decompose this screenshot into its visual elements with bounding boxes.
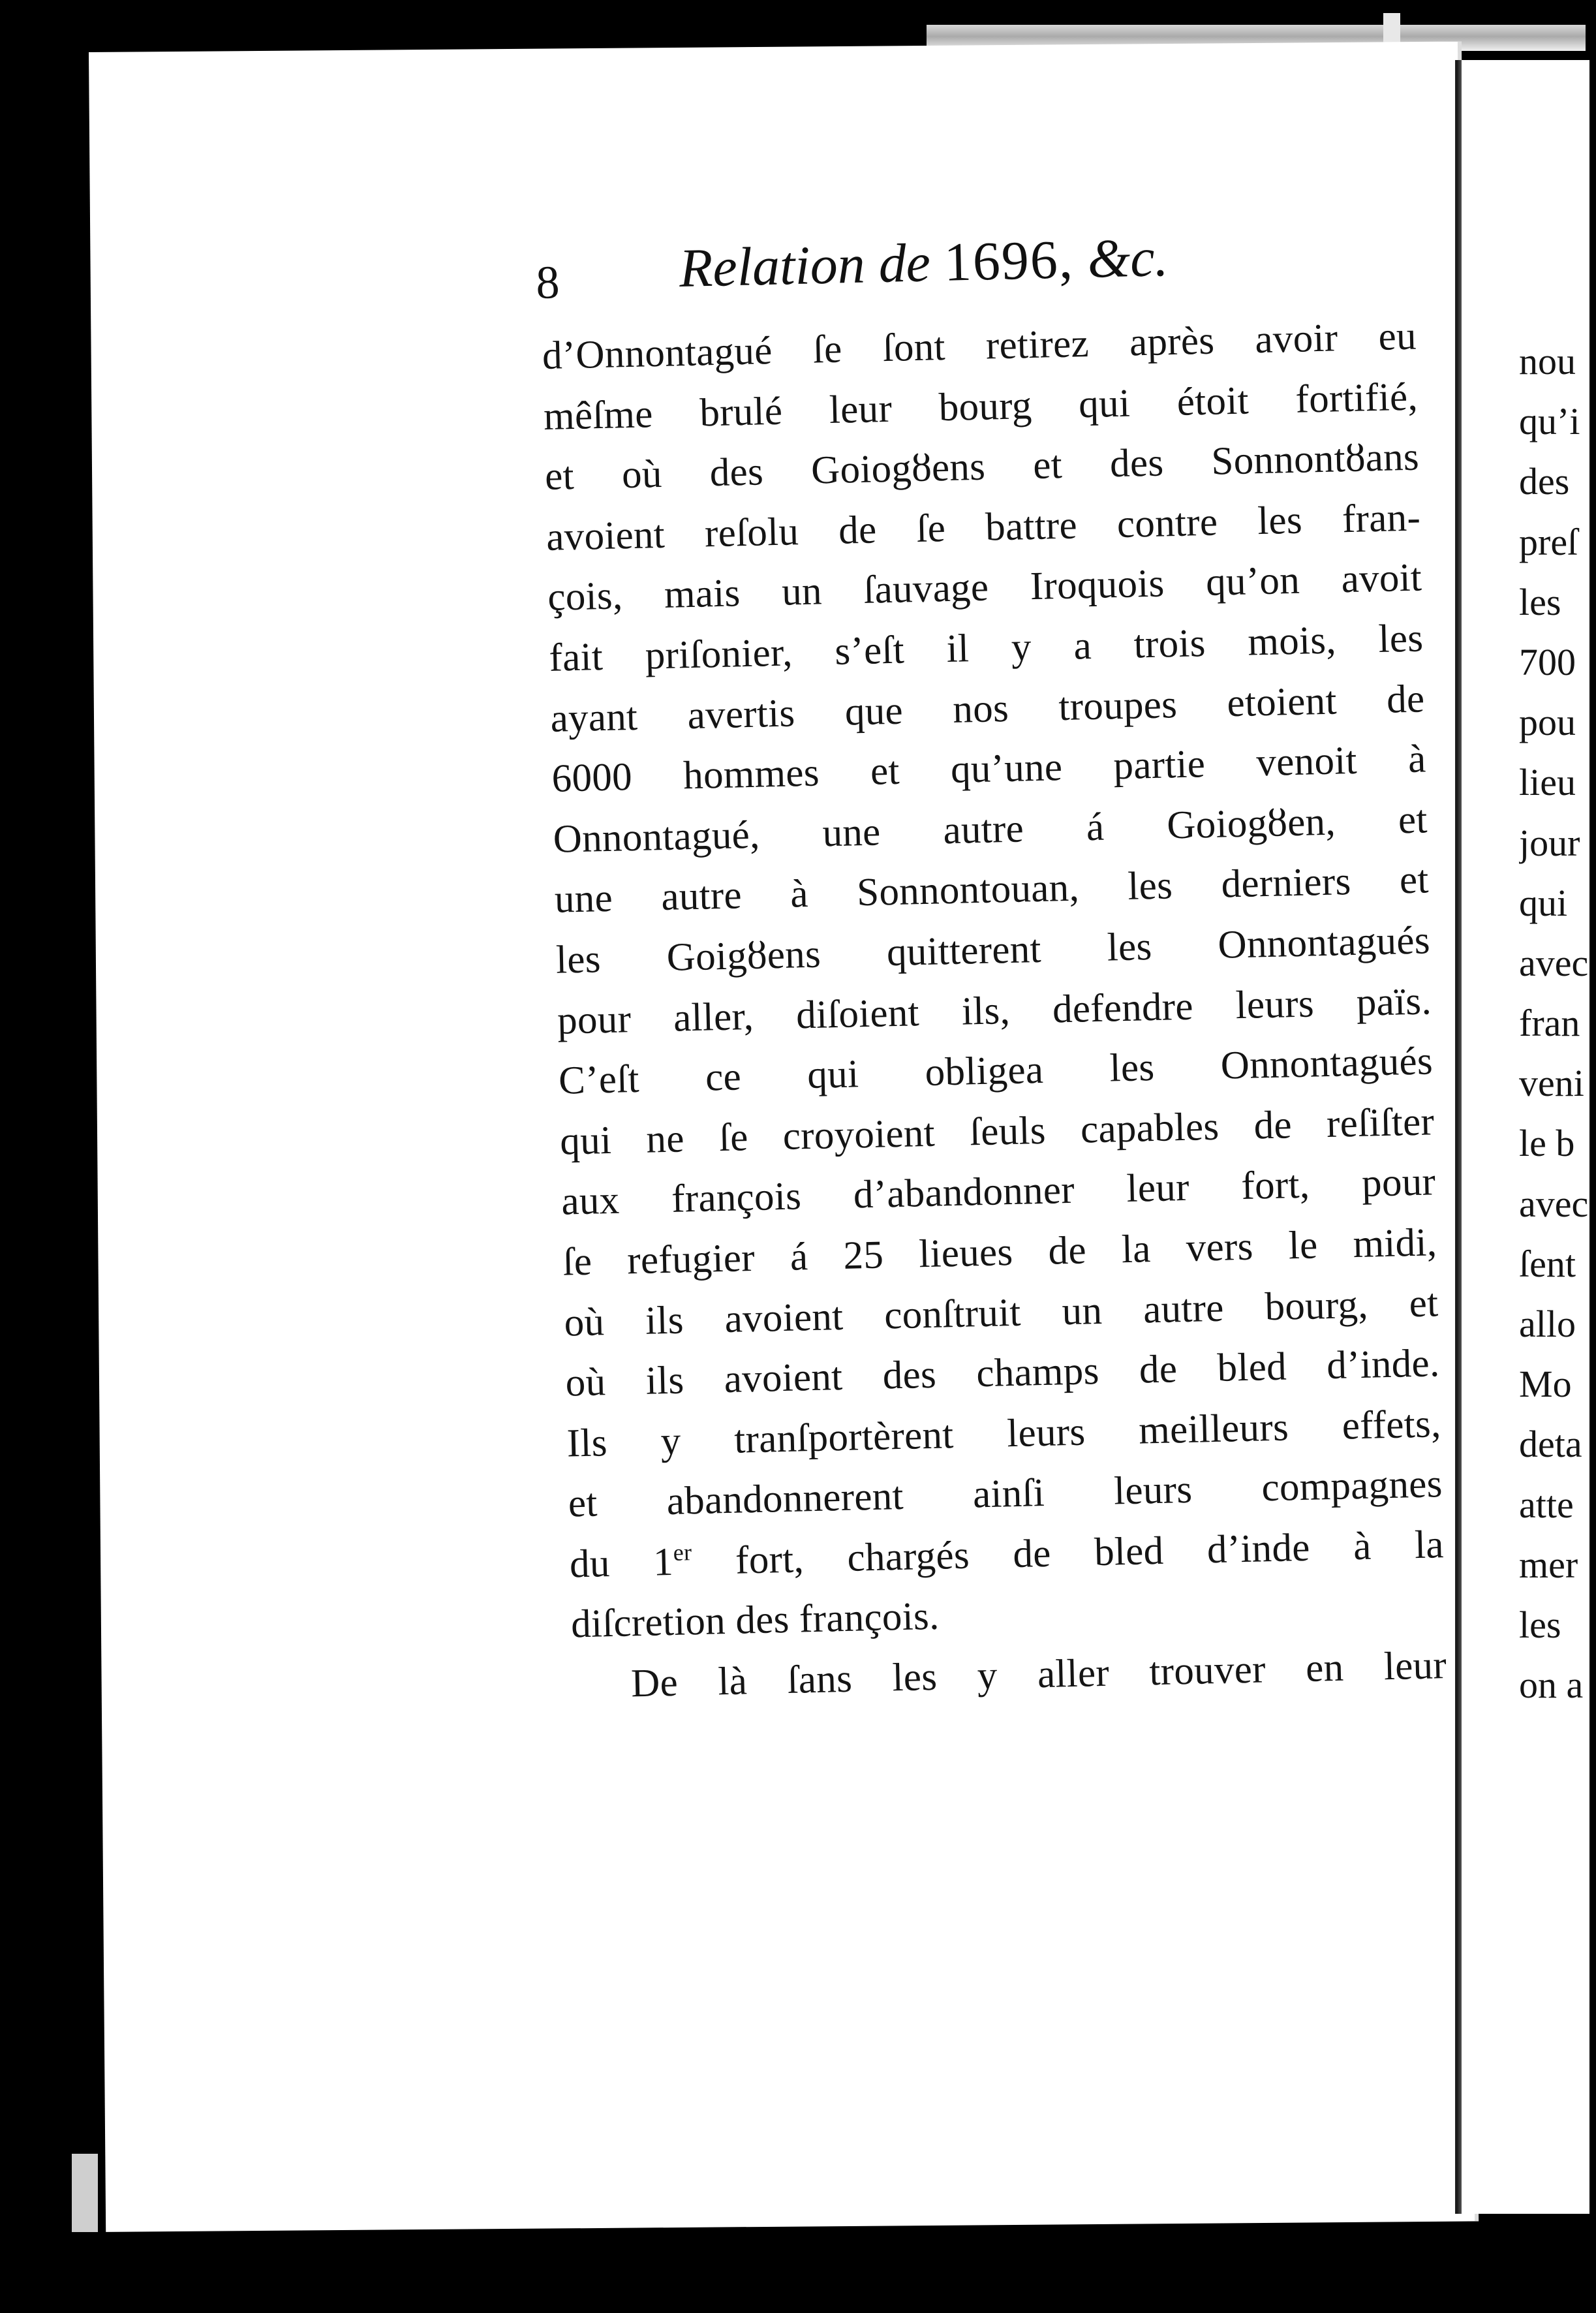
- right-text-line: allo: [1519, 1303, 1576, 1345]
- right-page-text: [1519, 332, 1596, 1715]
- right-text-line: mer: [1519, 1543, 1578, 1586]
- text-line: çois, mais un ſauvage Iroquois qu’on avoit: [547, 555, 1422, 620]
- right-text-line: ſent: [1519, 1242, 1576, 1285]
- text-line: où ils avoient conſtruit un autre bourg, et: [563, 1281, 1439, 1345]
- right-text-line: nou: [1519, 340, 1576, 382]
- text-line: mêſme brulé leur bourg qui étoit fortifié,: [543, 375, 1419, 439]
- text-line: Ils y tranſportèrent leurs meilleurs effets,: [566, 1401, 1442, 1466]
- text-line: fait priſonier, s’eſt il y a trois mois, les: [548, 616, 1424, 680]
- right-text-line: les: [1519, 580, 1561, 623]
- title-year: 1696,: [943, 229, 1075, 293]
- right-text-line: on a: [1519, 1664, 1584, 1707]
- text-line: pour aller, diſoient ils, defendre leurs païs.: [557, 978, 1432, 1043]
- text-line: et abandonnerent ainſi leurs compagnes: [568, 1462, 1443, 1526]
- page-edge-shadow: [72, 2154, 98, 2232]
- running-title: [679, 226, 1169, 300]
- text-line: avoient reſolu de ſe battre contre les fran-: [545, 495, 1421, 559]
- text-line: Onnontagué, une autre á Goiogȣen, et: [553, 798, 1428, 862]
- right-text-line: avec: [1519, 941, 1589, 984]
- right-text-line: veni: [1519, 1062, 1584, 1105]
- right-text-line: avec: [1519, 1182, 1589, 1225]
- title-etc: &c.: [1086, 227, 1169, 290]
- text-line: 6000 hommes et qu’une partie venoit à: [551, 737, 1427, 801]
- superscript-er: er: [673, 1539, 692, 1566]
- text-line: ayant avertis que nos troupes etoient de: [549, 677, 1426, 741]
- right-text-line: lieu: [1519, 761, 1576, 804]
- right-text-line: preſ: [1519, 520, 1578, 563]
- text-line: C’eſt ce qui obligea les Onnontagués: [558, 1039, 1434, 1103]
- text-line: d’Onnontagué ſe ſont retirez après avoir eu: [542, 314, 1417, 378]
- book-gutter: [1456, 60, 1462, 2214]
- right-text-line: les: [1519, 1603, 1561, 1646]
- line-du-rest: fort, chargés de bled d’inde à la: [691, 1522, 1445, 1584]
- right-text-line: le b: [1519, 1122, 1575, 1165]
- right-text-line: fran: [1519, 1002, 1580, 1045]
- text-line: diſcretion des françois.: [570, 1594, 940, 1647]
- body-text: [542, 307, 1447, 1716]
- right-text-line: deta: [1519, 1423, 1582, 1466]
- right-text-line: jour: [1519, 821, 1580, 864]
- right-text-line: 700: [1519, 640, 1576, 683]
- right-text-line: des: [1519, 460, 1570, 503]
- right-text-line: pou: [1519, 701, 1576, 744]
- text-line: et où des Goiogȣens et des Sonnontȣans: [544, 435, 1420, 499]
- right-text-line: Mo: [1519, 1363, 1572, 1406]
- text-line: ſe refugier á 25 lieues de la vers le midi,: [562, 1220, 1437, 1284]
- right-text-line: atte: [1519, 1483, 1574, 1526]
- text-line: une autre à Sonnontouan, les derniers et: [554, 858, 1430, 922]
- title-italic: Relation de: [678, 232, 931, 299]
- text-line: où ils avoient des champs de bled d’inde.: [564, 1341, 1441, 1405]
- text-line: les Goigȣens quitterent les Onnontagués: [555, 918, 1431, 982]
- text-line: qui ne ſe croyoient ſeuls capables de reſiſter: [559, 1100, 1435, 1164]
- right-text-line: qui: [1519, 881, 1568, 924]
- text-line: aux françois d’abandonner leur fort, pour: [560, 1160, 1436, 1224]
- text-line-paragraph-start: De là ſans les y aller trouver en leur: [630, 1643, 1447, 1706]
- page-number: 8: [535, 256, 560, 309]
- line-du-start: du 1: [569, 1540, 674, 1587]
- right-text-line: qu’i: [1519, 400, 1580, 443]
